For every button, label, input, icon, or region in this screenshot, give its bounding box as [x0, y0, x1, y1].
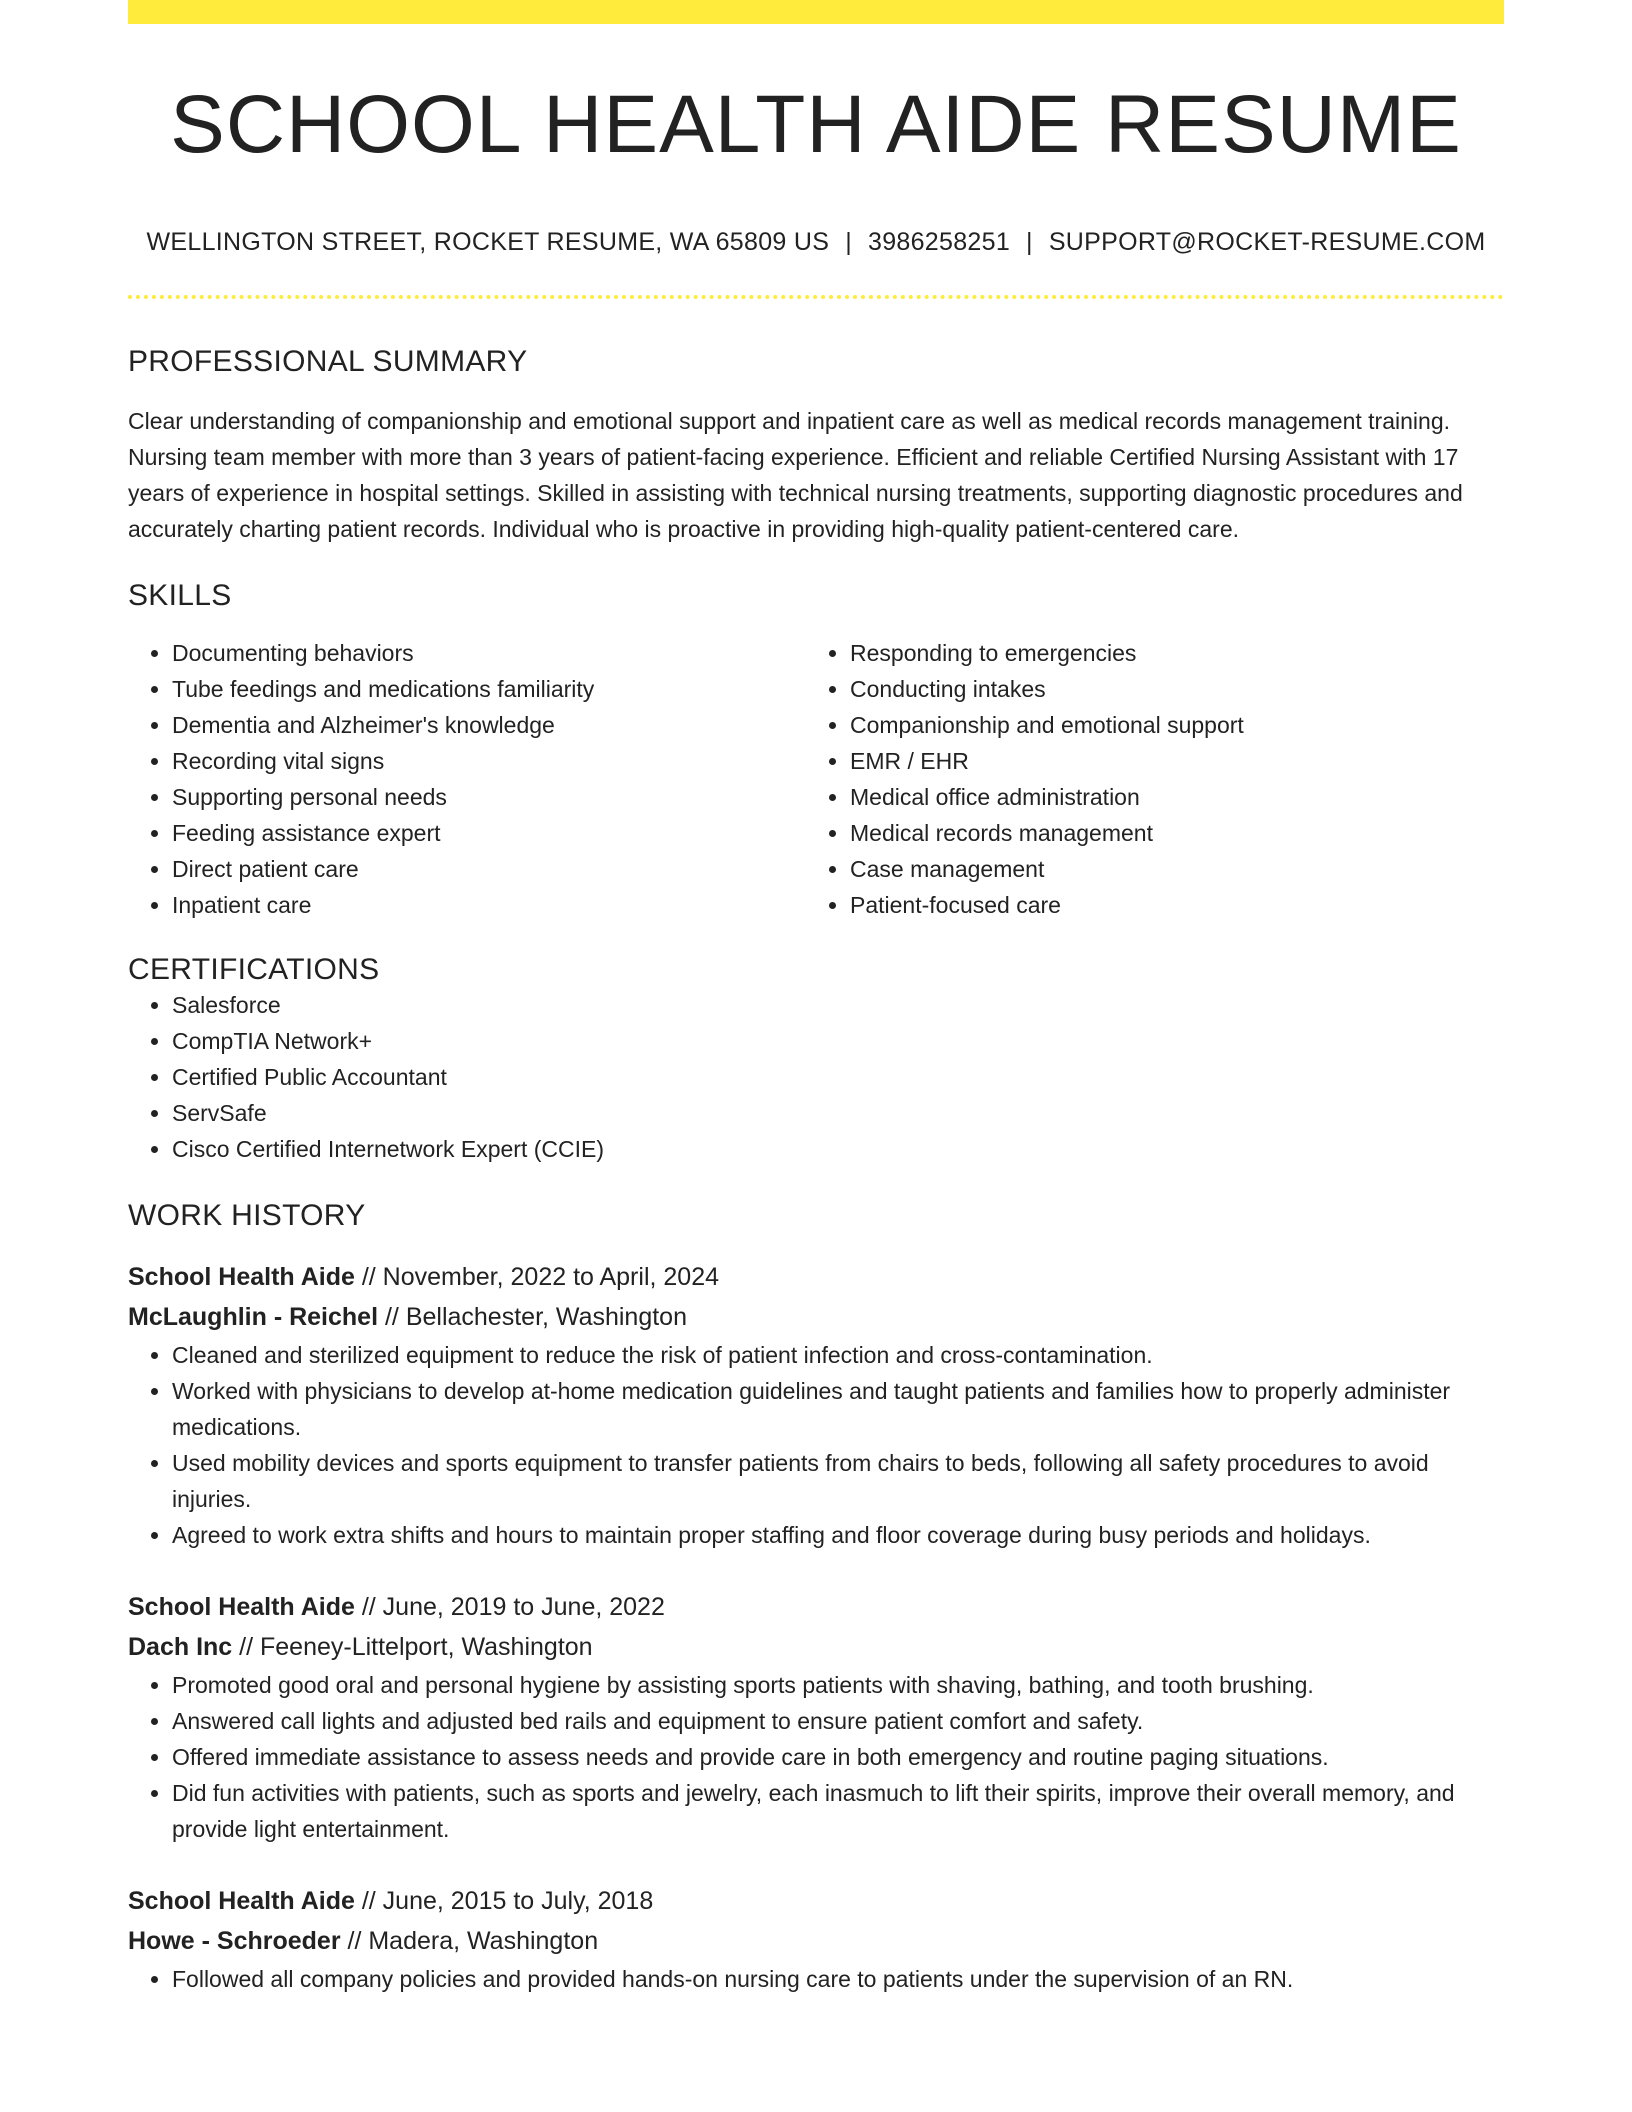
skill-item: • Supporting personal needs [172, 779, 806, 815]
job-duty-item: • Offered immediate assistance to assess needs and provide care in both emergency and routine paging situations. [172, 1739, 1504, 1775]
job-duties-list [128, 1961, 1504, 1997]
skill-item: • Companionship and emotional support [850, 707, 1484, 743]
summary-text: Clear understanding of companionship and emotional support and inpatient care as well as medical records management training. Nursing team member with more than 3 years of patient-facing experience. Efficient and reliable Certified Nursing Assistant with 17 years of experience in hospital settings. Skilled in assisting with technical nursing treatments, supporting diagnostic procedures and accurately charting patient records. Individual who is proactive in providing high-quality patient-centered care. [128, 408, 1463, 543]
skill-item: • Conducting intakes [850, 671, 1484, 707]
job-location: // Bellachester, Washington [378, 1303, 687, 1332]
job-company: Howe - Schroeder [128, 1927, 341, 1956]
job-dates: // November, 2022 to April, 2024 [354, 1263, 720, 1292]
certification-item: • ServSafe [172, 1095, 1504, 1131]
job-duty-item: • Promoted good oral and personal hygiene by assisting sports patients with shaving, bathing, and tooth brushing. [172, 1667, 1504, 1703]
job-entry [128, 1881, 1504, 1997]
job-entry [128, 1587, 1504, 1847]
contact-separator: | [1026, 228, 1033, 257]
work-history-list [128, 1257, 1504, 1997]
contact-separator: | [845, 228, 852, 257]
job-company-line [128, 1921, 1504, 1961]
certification-item: • Salesforce [172, 987, 1504, 1023]
skill-item: • EMR / EHR [850, 743, 1484, 779]
skills-column-left [128, 635, 806, 923]
skill-item: • Dementia and Alzheimer's knowledge [172, 707, 806, 743]
certification-item: • Certified Public Accountant [172, 1059, 1504, 1095]
job-location: // Madera, Washington [340, 1927, 599, 1956]
job-duty-item: • Used mobility devices and sports equipment to transfer patients from chairs to beds, following all safety procedures to avoid injuries. [172, 1445, 1504, 1517]
certification-item: • Cisco Certified Internetwork Expert (CCIE) [172, 1131, 1504, 1167]
job-title: School Health Aide [128, 1263, 355, 1292]
job-duty-item: • Did fun activities with patients, such as sports and jewelry, each inasmuch to lift their spirits, improve their overall memory, and provide light entertainment. [172, 1775, 1504, 1847]
job-company: Dach Inc [128, 1633, 233, 1662]
job-company: McLaughlin - Reichel [128, 1303, 379, 1332]
job-company-line [128, 1297, 1504, 1337]
certifications-list [128, 987, 1504, 1167]
certifications-heading: CERTIFICATIONS [128, 953, 380, 987]
job-duty-item: • Worked with physicians to develop at-home medication guidelines and taught patients and families how to properly administer medications. [172, 1373, 1504, 1445]
job-duty-item: • Agreed to work extra shifts and hours to maintain proper staffing and floor coverage during busy periods and holidays. [172, 1517, 1504, 1553]
job-company-line [128, 1627, 1504, 1667]
job-title-line [128, 1257, 1504, 1297]
skill-item: • Recording vital signs [172, 743, 806, 779]
accent-top-bar [128, 0, 1504, 24]
job-title: School Health Aide [128, 1887, 355, 1916]
skills-list-right [806, 635, 1484, 923]
skill-item: • Case management [850, 851, 1484, 887]
work-history-heading: WORK HISTORY [128, 1199, 366, 1233]
contact-line [128, 228, 1504, 257]
skill-item: • Patient-focused care [850, 887, 1484, 923]
skills-list-left [128, 635, 806, 923]
skill-item: • Tube feedings and medications familiarity [172, 671, 806, 707]
job-dates: // June, 2015 to July, 2018 [354, 1887, 654, 1916]
skill-item: • Inpatient care [172, 887, 806, 923]
job-title-line [128, 1881, 1504, 1921]
summary-heading: PROFESSIONAL SUMMARY [128, 345, 528, 379]
certification-item: • CompTIA Network+ [172, 1023, 1504, 1059]
job-duty-item: • Followed all company policies and provided hands-on nursing care to patients under the supervision of an RN. [172, 1961, 1504, 1997]
contact-email[interactable]: SUPPORT@ROCKET-RESUME.COM [1048, 228, 1486, 257]
job-entry [128, 1257, 1504, 1553]
contact-address: WELLINGTON STREET, ROCKET RESUME, WA 65809 US [146, 228, 830, 257]
job-duties-list [128, 1667, 1504, 1847]
skill-item: • Responding to emergencies [850, 635, 1484, 671]
job-dates: // June, 2019 to June, 2022 [354, 1593, 665, 1622]
job-title: School Health Aide [128, 1593, 355, 1622]
job-duty-item: • Answered call lights and adjusted bed rails and equipment to ensure patient comfort and safety. [172, 1703, 1504, 1739]
skills-heading: SKILLS [128, 579, 232, 613]
contact-phone[interactable]: 3986258251 [867, 228, 1011, 257]
skills-columns [128, 635, 1504, 923]
dotted-divider [128, 295, 1504, 299]
job-duty-item: • Cleaned and sterilized equipment to reduce the risk of patient infection and cross-contamination. [172, 1337, 1504, 1373]
skills-column-right [806, 635, 1484, 923]
resume-title: SCHOOL HEALTH AIDE RESUME [170, 79, 1462, 170]
skill-item: • Medical records management [850, 815, 1484, 851]
job-title-line [128, 1587, 1504, 1627]
skill-item: • Direct patient care [172, 851, 806, 887]
skill-item: • Feeding assistance expert [172, 815, 806, 851]
job-location: // Feeney-Littelport, Washington [232, 1633, 593, 1662]
skill-item: • Documenting behaviors [172, 635, 806, 671]
resume-page [128, 0, 1504, 1997]
job-duties-list [128, 1337, 1504, 1553]
skill-item: • Medical office administration [850, 779, 1484, 815]
